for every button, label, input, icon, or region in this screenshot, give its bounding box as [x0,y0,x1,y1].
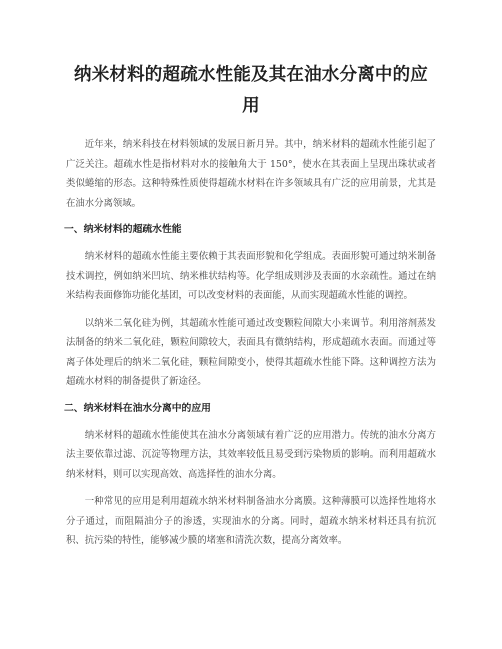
section-2-paragraph-2: 一种常见的应用是利用超疏水纳米材料制备油水分离膜。这种薄膜可以选择性地将水分子通过，而阻隔油分子的渗透，实现油水的分离。同时，超疏水纳米材料还具有抗沉积、抗污染的特性，能够减少膜的堵塞和清洗次数，提高分离效率。 [66,496,436,546]
section-heading-2: 二、纳米材料在油水分离中的应用 [64,402,211,414]
section-2-paragraph-1: 纳米材料的超疏水性能使其在油水分离领域有着广泛的应用潜力。传统的油水分离方法主要依靠过滤、沉淀等物理方法，其效率较低且易受到污染物质的影响。而利用超疏水纳米材料，则可以实现高效、高选择性的油水分离。 [66,429,436,480]
intro-paragraph: 近年来，纳米科技在材料领域的发展日新月异。其中，纳米材料的超疏水性能引起了广泛关注。超疏水性是指材料对水的接触角大于 150°，使水在其表面上呈现出珠状或者类似蜷缩的形态。这种特殊性质使得超疏水材料在许多领域具有广泛的应用前景，尤其是在油水分离领域。 [66,139,436,209]
section-1-paragraph-1: 纳米材料的超疏水性能主要依赖于其表面形貌和化学组成。表面形貌可通过纳米制备技术调控，例如纳米凹坑、纳米椎状结构等。化学组成则涉及表面的水亲疏性。通过在纳米结构表面修饰功能化基团，可以改变材料的表面能，从而实现超疏水性能的调控。 [66,251,436,301]
section-1-paragraph-2: 以纳米二氧化硅为例，其超疏水性能可通过改变颗粒间隙大小来调节。利用溶剂蒸发法制备的纳米二氧化硅，颗粒间隙较大，表面具有微纳结构，形成超疏水表面。而通过等离子体处理后的纳米二氧化硅，颗粒间隙变小，使得其超疏水性能下降。这种调控方法为超疏水材料的制备提供了新途径。 [66,317,436,387]
document-title: 纳米材料的超疏水性能及其在油水分离中的应用 [74,65,428,116]
section-heading-1: 一、纳米材料的超疏水性能 [64,224,182,235]
